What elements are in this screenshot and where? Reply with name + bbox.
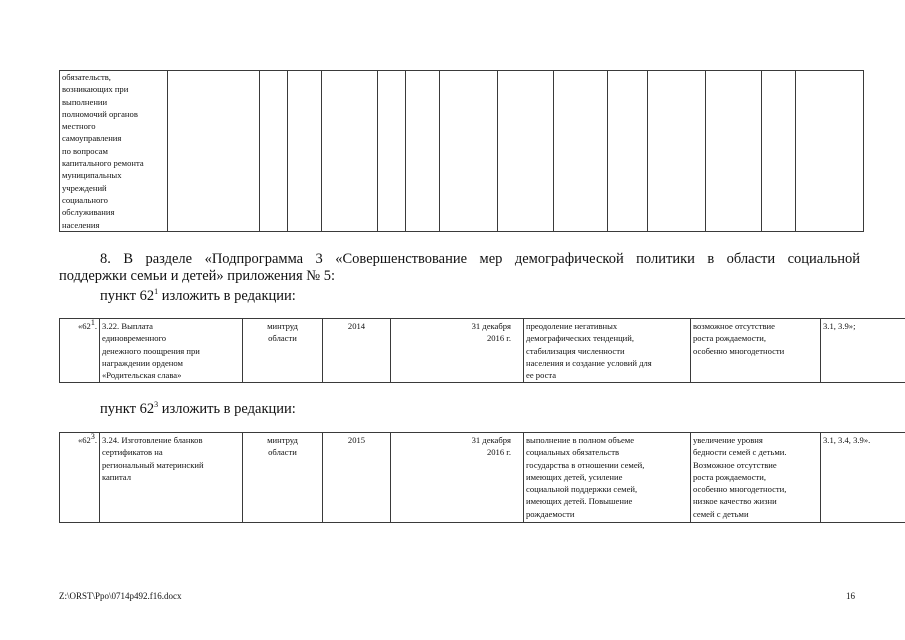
obligation-description-cell xyxy=(60,71,168,232)
text-line: единовременного xyxy=(102,333,167,344)
empty-cell xyxy=(168,71,260,232)
measure-name-cell xyxy=(100,433,243,523)
text-line: населения xyxy=(62,219,100,230)
text-line: 2016 г. xyxy=(486,333,511,344)
end-date-cell xyxy=(391,433,524,523)
empty-cell xyxy=(498,71,554,232)
risk-cell xyxy=(691,319,821,383)
text-line: особенно многодетности, xyxy=(693,484,787,495)
text-line: выполнение в полном объеме xyxy=(526,435,635,445)
risk-cell xyxy=(691,433,821,523)
row-number-end: . xyxy=(94,321,97,331)
text-line: социального xyxy=(62,194,108,205)
text-line: 3.24. Изготовление бланков xyxy=(102,435,203,445)
text-line: социальных обязательств xyxy=(526,447,620,458)
text-line: местного xyxy=(62,121,96,132)
empty-cell xyxy=(260,71,288,232)
text-line: обслуживания xyxy=(62,207,115,218)
text-line: рождаемости xyxy=(526,508,575,519)
text-line: роста рождаемости, xyxy=(693,333,767,344)
empty-cell xyxy=(608,71,648,232)
row-number-sup: 1 xyxy=(90,318,95,328)
item-62-3-table xyxy=(59,432,905,523)
text-line: 2016 г. xyxy=(486,447,511,458)
section-heading-line-1: 8. В разделе «Подпрограмма 3 «Совершенствование мер демографической политики в области социальной xyxy=(100,251,860,267)
text-line: самоуправления xyxy=(62,133,122,144)
indicator-links-cell: 3.1, 3.4, 3.9». xyxy=(821,433,905,523)
text-line: населения и создание условий для xyxy=(526,357,652,368)
text-line: бедности семей с детьми. xyxy=(693,447,787,458)
text-line: минтруд xyxy=(267,435,298,445)
expected-result-cell xyxy=(524,433,691,523)
start-year-cell: 2014 xyxy=(323,319,391,383)
text-line: преодоление негативных xyxy=(526,321,618,331)
table-row xyxy=(60,319,905,383)
end-date-cell xyxy=(391,319,524,383)
row-number-sup: 3 xyxy=(90,432,95,442)
text-line: муниципальных xyxy=(62,170,122,181)
item-label-prefix: пункт 62 xyxy=(100,288,155,304)
text-line: минтруд xyxy=(267,321,298,331)
item-label-prefix: пункт 62 xyxy=(100,401,155,417)
executor-cell xyxy=(243,433,323,523)
empty-cell xyxy=(762,71,796,232)
text-line: капитал xyxy=(102,471,131,482)
item-label-suffix: изложить в редакции: xyxy=(158,401,296,417)
text-line: обязательств, xyxy=(62,72,111,82)
text-line: денежного поощрения при xyxy=(102,345,200,356)
text-line: награждении орденом xyxy=(102,357,183,368)
text-line: имеющих детей. Повышение xyxy=(526,496,633,507)
empty-cell xyxy=(322,71,378,232)
empty-cell xyxy=(440,71,498,232)
row-number: «62 xyxy=(77,435,91,445)
text-line: социальной поддержки семей, xyxy=(526,484,638,495)
row-number-end: . xyxy=(94,435,97,445)
text-line: полномочий органов xyxy=(62,108,138,119)
text-line: выполнении xyxy=(62,96,108,107)
text-line: семей с детьми xyxy=(693,508,749,519)
indicator-links-cell: 3.1, 3.9»; xyxy=(821,319,905,383)
text-line: возможное отсутствие xyxy=(693,321,775,331)
text-line: «Родительская слава» xyxy=(102,370,182,381)
empty-cell xyxy=(288,71,322,232)
row-number-cell xyxy=(60,319,100,383)
text-line: области xyxy=(268,447,297,458)
text-line: сертификатов на xyxy=(102,447,163,458)
row-number-cell xyxy=(60,433,100,523)
text-line: роста рождаемости, xyxy=(693,471,767,482)
text-line: ее роста xyxy=(526,370,557,381)
text-line: стабилизация численности xyxy=(526,345,625,356)
empty-cell xyxy=(706,71,762,232)
file-path: Z:\ORST\Ppo\0714p492.f16.docx xyxy=(59,591,182,601)
text-line: 3.22. Выплата xyxy=(102,321,153,331)
text-line: особенно многодетности xyxy=(693,345,785,356)
text-line: государства в отношении семей, xyxy=(526,459,645,470)
text-line: демографических тенденций, xyxy=(526,333,635,344)
item-label-sup: 3 xyxy=(154,400,159,410)
page-number: 16 xyxy=(846,591,855,601)
empty-cell xyxy=(406,71,440,232)
start-year-cell: 2015 xyxy=(323,433,391,523)
continuation-table xyxy=(59,70,864,232)
executor-cell xyxy=(243,319,323,383)
text-line: имеющих детей, усиление xyxy=(526,471,623,482)
text-line: возникающих при xyxy=(62,84,129,95)
section-heading-line-2: поддержки семьи и детей» приложения № 5: xyxy=(59,268,336,284)
item-62-1-table xyxy=(59,318,905,383)
table-row xyxy=(60,433,905,523)
text-line: учреждений xyxy=(62,182,107,193)
item-62-1-label xyxy=(100,288,500,304)
empty-cell xyxy=(796,71,864,232)
row-number: «62 xyxy=(77,321,91,331)
item-label-sup: 1 xyxy=(154,287,159,297)
measure-name-cell xyxy=(100,319,243,383)
item-label-suffix: изложить в редакции: xyxy=(158,288,296,304)
expected-result-cell xyxy=(524,319,691,383)
text-line: Возможное отсутствие xyxy=(693,459,777,470)
empty-cell xyxy=(554,71,608,232)
text-line: капитального ремонта xyxy=(62,158,144,169)
text-line: низкое качество жизни xyxy=(693,496,777,507)
text-line: увеличение уровня xyxy=(693,435,763,445)
empty-cell xyxy=(378,71,406,232)
item-62-3-label xyxy=(100,401,500,417)
text-line: региональный материнский xyxy=(102,459,204,470)
text-line: области xyxy=(268,333,297,344)
table-row xyxy=(60,71,864,232)
text-line: 31 декабря xyxy=(471,435,511,445)
empty-cell xyxy=(648,71,706,232)
text-line: 31 декабря xyxy=(471,321,511,331)
text-line: по вопросам xyxy=(62,145,108,156)
